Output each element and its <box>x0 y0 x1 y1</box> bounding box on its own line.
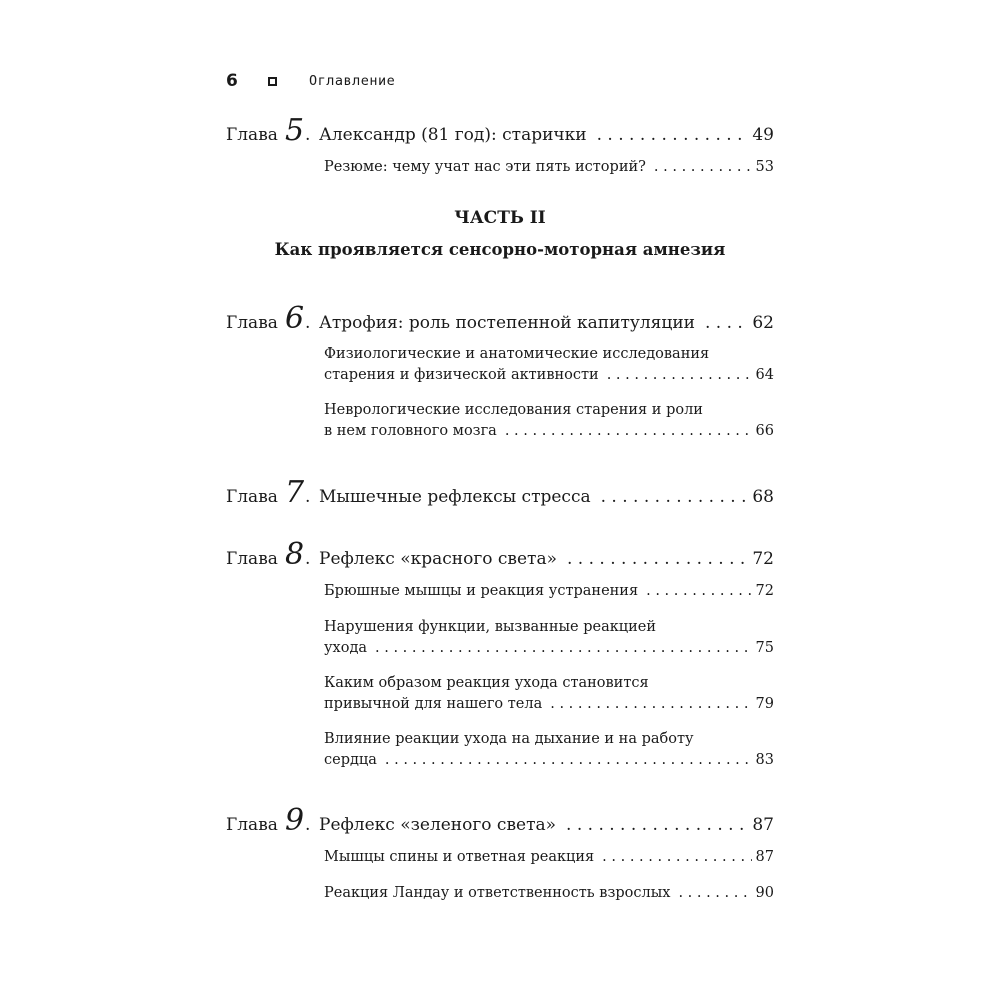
dot-leader <box>705 313 748 333</box>
chapter-word: Глава <box>226 549 278 569</box>
dot-leader <box>566 815 748 835</box>
dot-leader <box>607 365 752 386</box>
dot-leader <box>567 549 748 569</box>
subsection-title-line1: Нарушения функции, вызванные реакцией <box>324 619 657 635</box>
chapter-number: 7 <box>285 475 305 510</box>
page-ref: 49 <box>752 125 774 145</box>
toc-subsection[interactable] <box>324 847 774 868</box>
subsection-title-line1: Влияние реакции ухода на дыхание и на работу <box>324 731 694 747</box>
subsection-title-line2: старения и физической активности <box>324 367 599 383</box>
part-label: ЧАСТЬ II <box>454 208 546 228</box>
running-header <box>226 70 774 92</box>
chapter-number: 5 <box>285 113 305 148</box>
page-ref: 87 <box>752 815 774 835</box>
dot-leader <box>602 847 751 868</box>
subsection-title-line2: в нем головного мозга <box>324 423 497 439</box>
page-ref: 75 <box>755 640 774 656</box>
toc-subsection[interactable] <box>324 729 774 771</box>
chapter-title: Рефлекс «зеленого света» <box>319 815 557 835</box>
toc-chapter-5[interactable]: Глава 5 . Александр (81 год): старички . . . 49 <box>226 116 774 146</box>
subsection-title-line1: Каким образом реакция ухода становится <box>324 675 649 691</box>
chapter-word: Глава <box>226 487 278 507</box>
page-ref: 62 <box>752 313 774 333</box>
section-name: Оглавление <box>309 73 396 89</box>
chapter-word: Глава <box>226 815 278 835</box>
page-ref: 72 <box>755 583 774 599</box>
subsection-title-line1: Физиологические и анатомические исследования <box>324 346 710 362</box>
toc-subsection[interactable] <box>324 883 774 904</box>
toc-subsection[interactable] <box>324 673 774 715</box>
chapter-word: Глава <box>226 313 278 333</box>
subsection-title-line2: сердца <box>324 752 377 768</box>
toc-chapter-9[interactable]: Глава 9 . Рефлекс «зеленого света» . . . 87 <box>226 806 774 836</box>
dot-leader <box>654 157 752 178</box>
page-ref: 72 <box>752 549 774 569</box>
toc-subsection[interactable] <box>324 581 774 602</box>
toc-subsection[interactable] <box>324 157 774 178</box>
subsection-title: Мышцы спины и ответная реакция <box>324 849 595 865</box>
chapter-title: Атрофия: роль постепенной капитуляции <box>319 313 695 333</box>
subsection-title-line1: Неврологические исследования старения и роли <box>324 402 703 418</box>
chapter-number: 9 <box>285 803 305 838</box>
subsection-title: Резюме: чему учат нас эти пять историй? <box>324 159 646 175</box>
dot-leader <box>601 487 749 507</box>
toc-subsection[interactable] <box>324 617 774 659</box>
page-ref: 53 <box>755 159 774 175</box>
toc-chapter-6[interactable]: Глава 6 . Атрофия: роль постепенной капитуляции . . . 62 <box>226 304 774 334</box>
subsection-title: Брюшные мышцы и реакция устранения <box>324 583 639 599</box>
page-ref: 87 <box>755 849 774 865</box>
dot-leader <box>550 694 751 715</box>
subsection-title-line2: ухода <box>324 640 368 656</box>
toc-subsection[interactable] <box>324 400 774 442</box>
chapter-title: Рефлекс «красного света» <box>319 549 557 569</box>
dot-leader <box>678 883 751 904</box>
dot-leader <box>646 581 751 602</box>
dot-leader <box>385 750 752 771</box>
chapter-word: Глава <box>226 125 278 145</box>
chapter-title: Мышечные рефлексы стресса <box>319 487 591 507</box>
square-bullet-icon <box>268 77 277 86</box>
subsection-title-line2: привычной для нашего тела <box>324 696 543 712</box>
subsection-title: Реакция Ландау и ответственность взрослых <box>324 885 671 901</box>
page-ref: 90 <box>755 885 774 901</box>
chapter-number: 6 <box>285 301 305 336</box>
page-ref: 79 <box>755 696 774 712</box>
page-ref: 83 <box>755 752 774 768</box>
chapter-number: 8 <box>285 537 305 572</box>
part-title: Как проявляется сенсорно-моторная амнезия <box>274 240 726 259</box>
toc-chapter-7[interactable]: Глава 7 . Мышечные рефлексы стресса . . . 68 <box>226 478 774 508</box>
toc-subsection[interactable] <box>324 344 774 386</box>
page-ref: 64 <box>755 367 774 383</box>
page-ref: 68 <box>752 487 774 507</box>
chapter-title: Александр (81 год): старички <box>319 125 587 145</box>
dot-leader <box>505 421 752 442</box>
page-number: 6 <box>226 71 238 91</box>
dot-leader <box>375 638 752 659</box>
dot-leader <box>597 125 749 145</box>
page-ref: 66 <box>755 423 774 439</box>
toc-chapter-8[interactable]: Глава 8 . Рефлекс «красного света» . . . 72 <box>226 540 774 570</box>
